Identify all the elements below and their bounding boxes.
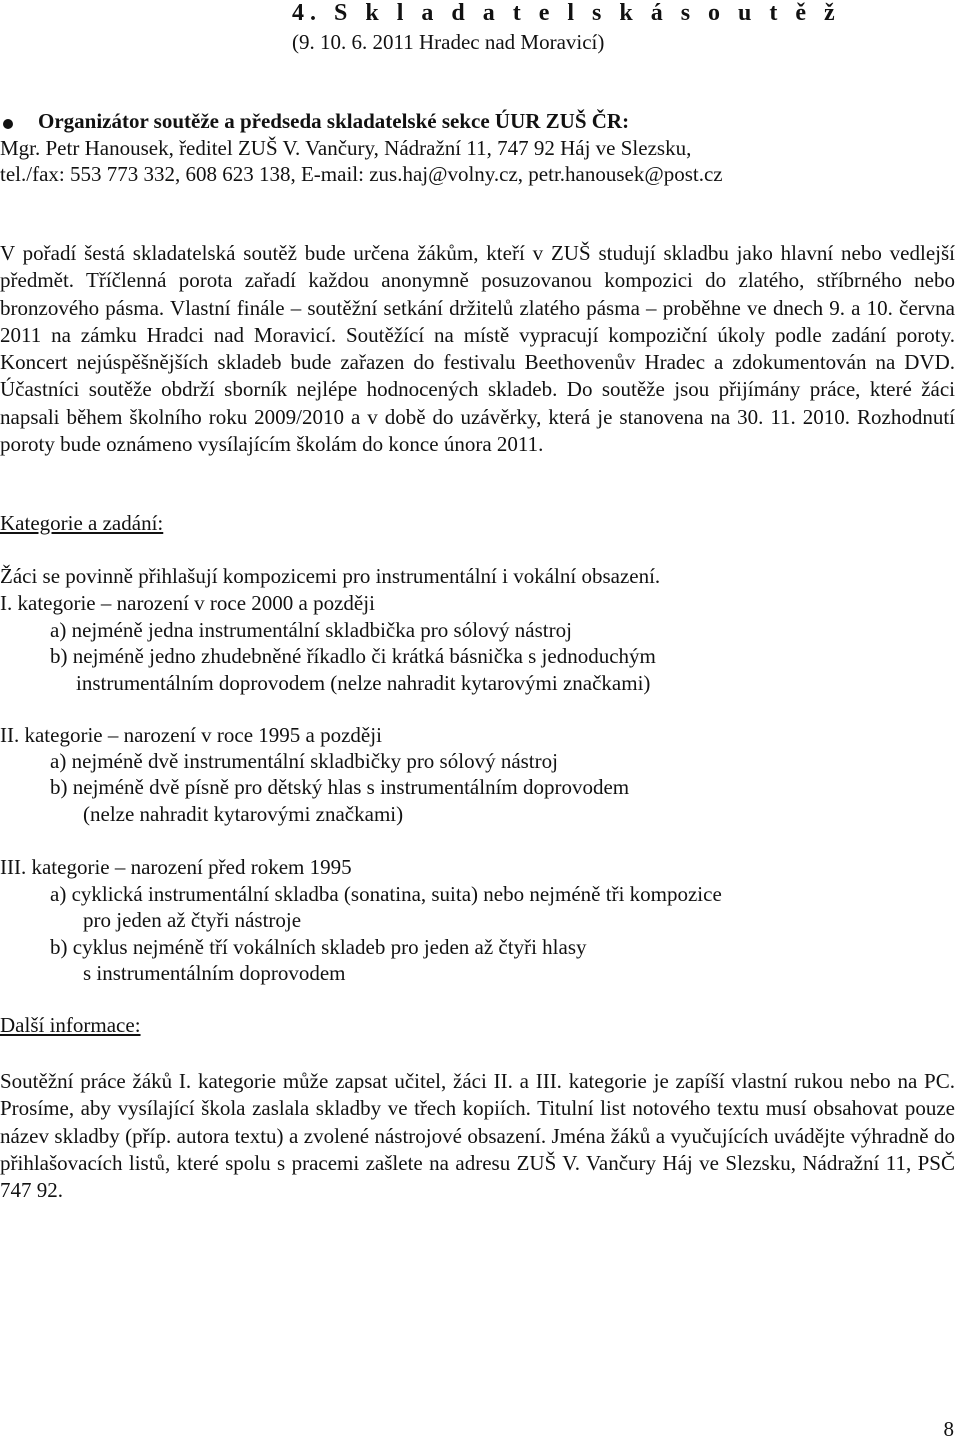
organizer-address: Mgr. Petr Hanousek, ředitel ZUŠ V. Vančury, Nádražní 11, 747 92 Háj ve Slezsku,: [0, 136, 692, 160]
organizer-heading: Organizátor soutěže a předseda skladatelské sekce ÚUR ZUŠ ČR:: [38, 109, 630, 133]
category-3-item-a-cont: pro jeden až čtyři nástroje: [83, 908, 302, 932]
category-2-item-b: b) nejméně dvě písně pro dětský hlas s instrumentálním doprovodem: [50, 775, 630, 799]
category-3-item-b: b) cyklus nejméně tří vokálních skladeb pro jeden až čtyři hlasy: [50, 935, 587, 959]
page-title: 4. S k l a d a t e l s k á s o u t ě ž: [292, 0, 841, 26]
intro-paragraph: V pořadí šestá skladatelská soutěž bude určena žákům, kteří v ZUŠ studují skladbu jako hlavní nebo vedlejší předmět. Tříčlenná porota zařadí každou anonymně posuzovanou kompozici do zlatého, stříbrného nebo bronzového pásma. Vlastní finále – soutěžní setkání držitelů zlatého pásma – proběhne ve dnech 9. a 10. června 2011 na zámku Hradci nad Moravicí. Soutěžící na místě vypracují kompoziční úkoly podle zadání poroty. Koncert nejúspěšnějších skladeb bude zařazen do festivalu Beethovenův Hradec a zdokumentován na DVD. Účastníci soutěže obdrží sborník nejlépe hodnocených skladeb. Do soutěže jsou přijímány práce, které žáci napsali během školního roku 2009/2010 a v době do uzávěrky, která je stanovena na 30. 11. 2010. Rozhodnutí poroty bude oznámeno vysílajícím školám do konce února 2011.: [0, 241, 955, 457]
more-info-paragraph: Soutěžní práce žáků I. kategorie může zapsat učitel, žáci II. a III. kategorie je zapíší vlastní rukou nebo na PC. Prosíme, aby vysílající škola zaslala skladby ve třech kopiích. Titulní list notového textu musí obsahovat pouze název skladby (příp. autora textu) a zvolené nástrojové obsazení. Jména žáků a vyučujících uvádějte výhradně do přihlašovacích listů, které spolu s pracemi zašlete na adresu ZUŠ V. Vančury Háj ve Slezsku, Nádražní 11, PSČ 747 92.: [0, 1069, 955, 1203]
category-1-item-a: a) nejméně jedna instrumentální skladbička pro sólový nástroj: [50, 618, 572, 642]
more-info-heading: Další informace:: [0, 1013, 141, 1037]
category-3-title: III. kategorie – narození před rokem 1995: [0, 855, 352, 879]
page-subtitle: (9. 10. 6. 2011 Hradec nad Moravicí): [292, 30, 605, 54]
category-1-title: I. kategorie – narození v roce 2000 a později: [0, 591, 375, 615]
category-3-item-b-cont: s instrumentálním doprovodem: [83, 961, 346, 985]
page-number: 8: [943, 1417, 954, 1441]
category-2-title: II. kategorie – narození v roce 1995 a později: [0, 723, 382, 747]
category-1-item-b-cont: instrumentálním doprovodem (nelze nahradit kytarovými značkami): [76, 671, 651, 695]
category-2-item-b-cont: (nelze nahradit kytarovými značkami): [83, 802, 404, 826]
categories-heading: Kategorie a zadání:: [0, 511, 164, 535]
bullet-icon: [3, 119, 13, 129]
category-2-item-a: a) nejméně dvě instrumentální skladbičky pro sólový nástroj: [50, 749, 558, 773]
category-3-item-a: a) cyklická instrumentální skladba (sonatina, suita) nebo nejméně tři kompozice: [50, 882, 722, 906]
categories-note: Žáci se povinně přihlašují kompozicemi pro instrumentální i vokální obsazení.: [0, 564, 661, 588]
category-1-item-b: b) nejméně jedno zhudebněné říkadlo či krátká básnička s jednoduchým: [50, 644, 656, 668]
organizer-contact: tel./fax: 553 773 332, 608 623 138, E-mail: zus.haj@volny.cz, petr.hanousek@post.cz: [0, 162, 723, 186]
